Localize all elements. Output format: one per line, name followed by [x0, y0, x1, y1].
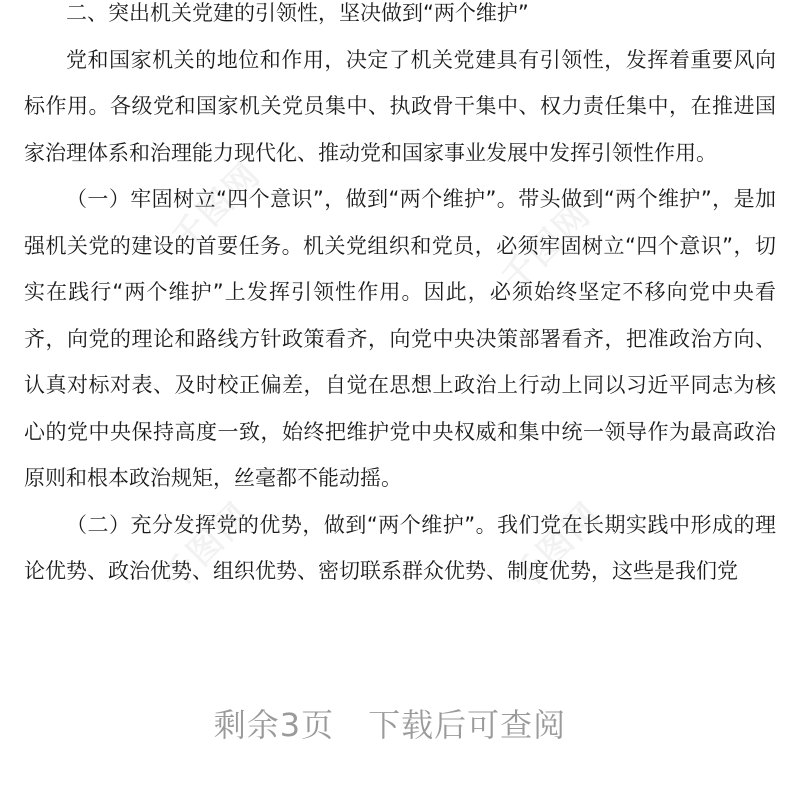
watermark: 千图网: [504, 494, 609, 600]
remaining-pages-label: 剩余3页: [213, 706, 335, 744]
watermark: 千图网: [494, 194, 599, 300]
paragraph: 党和国家机关的地位和作用，决定了机关党建具有引领性，发挥着重要风向标作用。各级党和国家机关党员集中、执政骨干集中、权力责任集中，在推进国家治理体系和治理能力现代化、推动党和国家事业发展中发挥引领性作用。: [24, 47, 776, 165]
section-heading: 二、突出机关党建的引领性，坚决做到“两个维护”: [66, 1, 529, 25]
watermark: 千图网: [154, 494, 259, 600]
watermark: 千图网: [164, 154, 269, 260]
paragraph: （二）充分发挥党的优势，做到“两个维护”。我们党在长期实践中形成的理论优势、政治优势、组织优势、密切联系群众优势、制度优势，这些是我们党: [24, 512, 776, 583]
document-body: [24, 0, 776, 595]
content-fade: [0, 612, 800, 682]
download-prompt[interactable]: [0, 700, 780, 746]
paragraph: （一）牢固树立“四个意识”，做到“两个维护”。带头做到“两个维护”，是加强机关党的建设的首要任务。机关党组织和党员，必须牢固树立“四个意识”，切实在践行“两个维护”上发挥引领性作用。因此，必须始终坚定不移向党中央看齐，向党的理论和路线方针政策看齐，向党中央决策部署看齐，把准政治方向、认真对标对表、及时校正偏差，自觉在思想上政治上行动上同以习近平同志为核心的党中央保持高度一致，始终把维护党中央权威和集中统一领导作为最高政治原则和根本政治规矩，丝毫都不能动摇。: [24, 187, 776, 490]
download-to-view-label: 下载后可查阅: [368, 706, 567, 744]
